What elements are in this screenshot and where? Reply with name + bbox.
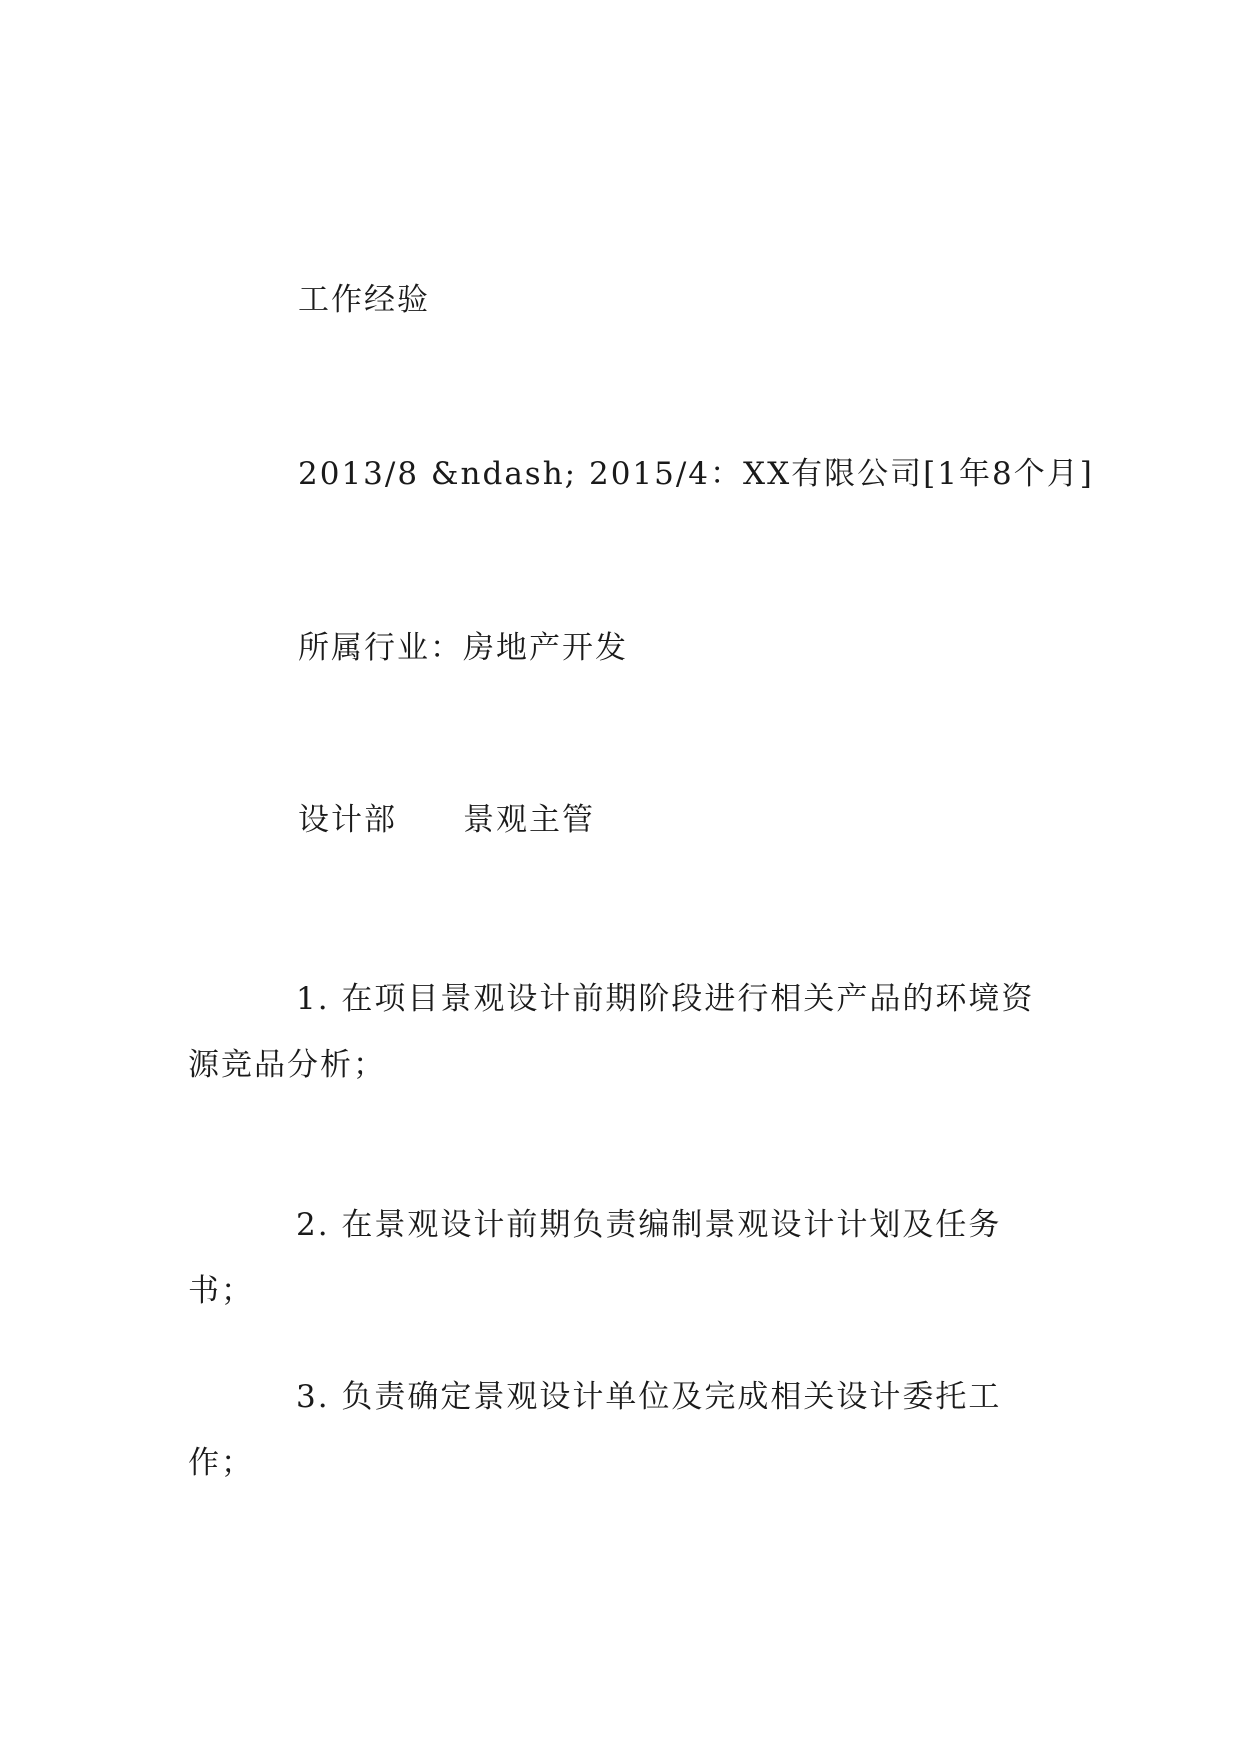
employment-period: 2013/8 &ndash; 2015/4：XX有限公司[1年8个月] (298, 456, 1094, 492)
department-label: 设计部 (298, 802, 397, 838)
section-heading: 工作经验 (298, 282, 430, 318)
department-position-line (298, 798, 595, 842)
duty-item-2: 2. 在景观设计前期负责编制景观设计计划及任务书； (188, 1207, 1002, 1309)
position-label: 景观主管 (463, 802, 595, 838)
industry-line: 所属行业：房地产开发 (298, 630, 628, 666)
duty-item-3: 3. 负责确定景观设计单位及完成相关设计委托工作； (188, 1379, 1002, 1481)
duty-item-1: 1. 在项目景观设计前期阶段进行相关产品的环境资源竞品分析； (188, 981, 1035, 1083)
